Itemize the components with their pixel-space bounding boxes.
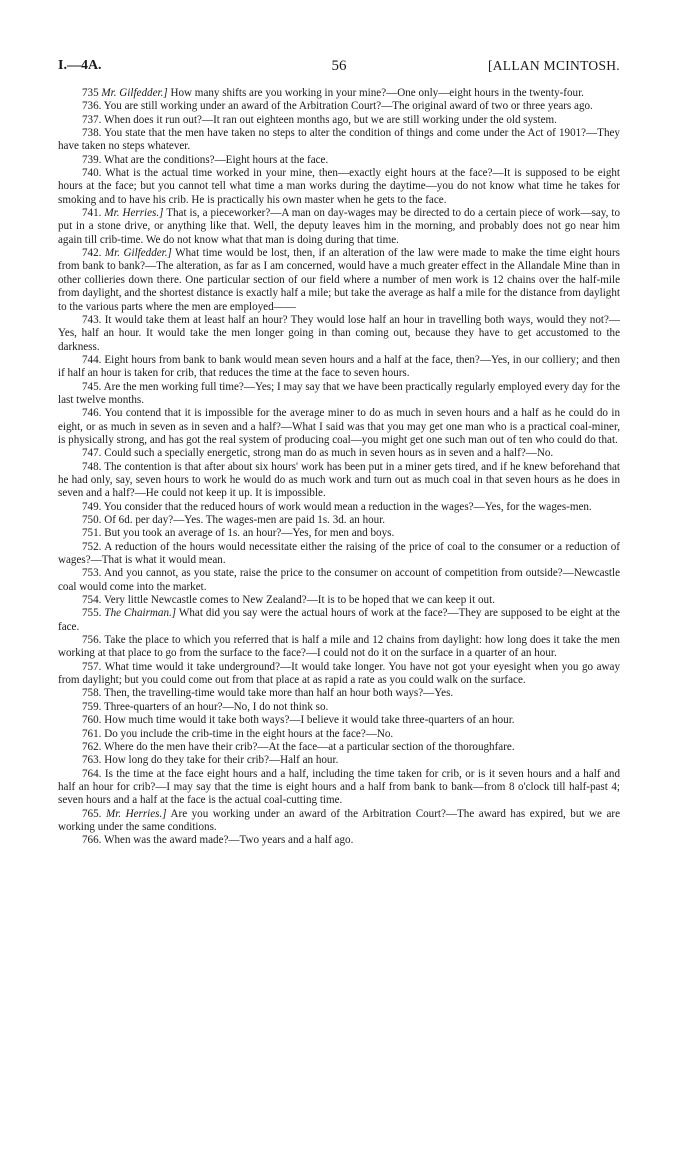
question-text: But you took an average of 1s. an hour?—Yes, for men and boys. bbox=[104, 527, 395, 540]
question-text: What is the actual time worked in your mine, then—exactly eight hours at the face?—It is supposed to be eight hours at the face; but you cannot tell what time a man works during the daytime—you do not know what time he takes for smoking and to have his crib. He is practically his own master when he gets to the face. bbox=[58, 167, 620, 206]
paper-reference: I.—4A. bbox=[58, 58, 102, 73]
question-number: 745. bbox=[82, 380, 102, 393]
question-number: 756. bbox=[82, 634, 102, 647]
question-number: 758. bbox=[82, 687, 102, 700]
speaker-name: Mr. Gilfedder.] bbox=[104, 247, 172, 260]
question-text: You contend that it is impossible for the average miner to do as much in seven hours and a half as he could do in eight, or as much in seven as in seven and a half?—What I said was that you may get one man who is a practical coal-miner, is physically strong, and has got the real system of producing coal—you might get one such man out of ten who could do that. bbox=[58, 407, 620, 446]
question-number: 738. bbox=[82, 127, 102, 140]
question-text: What are the conditions?—Eight hours at the face. bbox=[104, 153, 329, 166]
question-number: 746. bbox=[82, 407, 102, 420]
question-number: 766. bbox=[82, 834, 102, 847]
question-paragraph bbox=[58, 354, 620, 381]
question-paragraph bbox=[58, 541, 620, 568]
question-paragraph bbox=[58, 714, 620, 727]
question-paragraph bbox=[58, 207, 620, 247]
question-number: 736. bbox=[82, 100, 102, 113]
question-paragraph bbox=[58, 447, 620, 460]
question-paragraph bbox=[58, 634, 620, 661]
question-paragraph bbox=[58, 567, 620, 594]
question-number: 741. bbox=[82, 207, 102, 220]
question-text: Very little Newcastle comes to New Zealand?—It is to be hoped that we can keep it out. bbox=[104, 594, 495, 607]
question-text: Do you include the crib-time in the eight hours at the face?—No. bbox=[104, 727, 394, 740]
question-number: 740. bbox=[82, 167, 102, 180]
question-text: You state that the men have taken no steps to alter the condition of things and come under the Act of 1901?—They have taken no steps whatever. bbox=[58, 127, 620, 153]
question-number: 760. bbox=[82, 714, 102, 727]
question-number: 749. bbox=[82, 500, 102, 513]
question-number: 739. bbox=[82, 153, 102, 166]
speaker-name: The Chairman.] bbox=[104, 607, 177, 620]
question-text: A reduction of the hours would necessitate either the raising of the price of coal to the consumer or a reduction of wages?—That is what it would mean. bbox=[58, 540, 620, 567]
question-text: What time would it take underground?—It would take longer. You have not got your eyesight when you go away from daylight; but you could come out from that place at as rapid a rate as you could walk on the surface. bbox=[58, 660, 620, 687]
question-paragraph bbox=[58, 594, 620, 607]
question-paragraph bbox=[58, 607, 620, 634]
question-paragraph bbox=[58, 461, 620, 501]
question-number: 763. bbox=[82, 754, 102, 767]
question-number: 753. bbox=[82, 567, 102, 580]
question-number: 742. bbox=[82, 247, 102, 260]
question-paragraph bbox=[58, 501, 620, 514]
question-text: Are you working under an award of the Arbitration Court?—The award has expired, but we are working under the same conditions. bbox=[58, 807, 620, 833]
question-text: Could such a specially energetic, strong man do as much in seven hours as in seven and a half?—No. bbox=[104, 447, 554, 460]
speaker-name: Mr. Herries.] bbox=[105, 807, 167, 820]
question-paragraph bbox=[58, 834, 620, 847]
question-number: 752. bbox=[82, 540, 102, 553]
question-paragraph bbox=[58, 154, 620, 167]
speaker-name: Mr. Herries.] bbox=[104, 207, 164, 220]
question-text: It would take them at least half an hour? They would lose half an hour in travelling both ways, would they not?—Yes, half an hour. It would take the men longer going in than coming out, because they have to get accustomed to the darkness. bbox=[58, 313, 620, 353]
question-paragraph bbox=[58, 100, 620, 113]
question-number: 737. bbox=[82, 113, 102, 126]
question-paragraph bbox=[58, 687, 620, 700]
question-text: That is, a pieceworker?—A man on day-wages may be directed to do a certain piece of work—say, to put in a stone drive, or anything like that. Well, the deputy leaves him in the morning, and probably does not go near him again till crib-time. We do not know what that man is doing during that time. bbox=[58, 207, 620, 246]
question-number: 762. bbox=[82, 740, 102, 753]
question-number: 764. bbox=[82, 767, 102, 780]
question-number: 761. bbox=[82, 727, 102, 740]
question-number: 735 bbox=[82, 87, 99, 99]
page-number: 56 bbox=[331, 58, 347, 74]
question-text: How much time would it take both ways?—I believe it would take three-quarters of an hour. bbox=[104, 714, 515, 727]
question-text: How long do they take for their crib?—Half an hour. bbox=[104, 754, 339, 767]
question-text: And you cannot, as you state, raise the price to the consumer on account of competition from outside?—Newcastle coal would come into the market. bbox=[58, 567, 620, 593]
question-number: 743. bbox=[82, 313, 102, 326]
question-paragraph bbox=[58, 514, 620, 527]
question-text: Of 6d. per day?—Yes. The wages-men are paid 1s. 3d. an hour. bbox=[104, 514, 386, 526]
question-paragraph bbox=[58, 167, 620, 207]
question-paragraph bbox=[58, 114, 620, 127]
question-text: Are the men working full time?—Yes; I may say that we have been practically regularly employed every day for the last twelve months. bbox=[58, 380, 620, 406]
question-text: When does it run out?—It ran out eighteen months ago, but we are still working under the old system. bbox=[104, 113, 557, 126]
question-paragraph bbox=[58, 381, 620, 408]
question-number: 754. bbox=[82, 594, 102, 607]
question-paragraph bbox=[58, 407, 620, 447]
question-paragraph bbox=[58, 701, 620, 714]
question-number: 759. bbox=[82, 700, 102, 713]
question-paragraph bbox=[58, 754, 620, 767]
question-number: 765. bbox=[82, 807, 102, 820]
question-text: What time would be lost, then, if an alteration of the law were made to make the time eight hours from bank to bank?—The alteration, as far as I am concerned, would have a much greater effect in the Allandale Mine than in other collieries down there. One particular section of our field where a number of men work is 12 chains over the half-mile from daylight, and the shortest distance is exactly half a mile; but take the average as half a mile for the distance from daylight to the various parts where the men are employed—— bbox=[58, 247, 620, 313]
question-number: 748. bbox=[82, 460, 102, 473]
question-number: 750. bbox=[82, 514, 102, 526]
speaker-name: Mr. Gilfedder.] bbox=[101, 87, 168, 99]
question-text: Is the time at the face eight hours and a half, including the time taken for crib, or is it seven hours and a half and half an hour for crib?—I may say that the time is eight hours and a half from bank to bank—from 8 o'clock till half-past 4; seven hours and a half at the face is the actual coal-cutting time. bbox=[58, 767, 620, 807]
question-number: 744. bbox=[82, 353, 102, 366]
question-text: Then, the travelling-time would take more than half an hour both ways?—Yes. bbox=[104, 687, 454, 700]
question-number: 757. bbox=[82, 660, 102, 673]
page-header bbox=[58, 58, 620, 78]
witness-name: [ALLAN MCINTOSH. bbox=[487, 58, 620, 73]
question-paragraph bbox=[58, 741, 620, 754]
question-paragraph bbox=[58, 768, 620, 808]
question-text: The contention is that after about six hours' work has been put in a miner gets tired, and if he knew beforehand that he had only, say, seven hours to work he would do as much work and turn out as much coal in that seven hours as he does in seven and a half?—He could not keep it up. It is impossible. bbox=[58, 460, 620, 500]
question-text: You consider that the reduced hours of work would mean a reduction in the wages?—Yes, for the wages-men. bbox=[103, 500, 592, 513]
evidence-body bbox=[58, 87, 620, 848]
question-paragraph bbox=[58, 87, 620, 100]
question-text: Three-quarters of an hour?—No, I do not think so. bbox=[104, 700, 329, 713]
question-paragraph bbox=[58, 314, 620, 354]
question-text: What did you say were the actual hours of work at the face?—They are supposed to be eight at the face. bbox=[58, 607, 620, 633]
question-paragraph bbox=[58, 728, 620, 741]
question-text: When was the award made?—Two years and a half ago. bbox=[104, 834, 354, 847]
question-text: How many shifts are you working in your mine?—One only—eight hours in the twenty-four. bbox=[170, 87, 584, 99]
question-text: Where do the men have their crib?—At the face—at a particular section of the thoroughfare. bbox=[104, 740, 515, 753]
question-paragraph bbox=[58, 527, 620, 540]
question-text: Eight hours from bank to bank would mean seven hours and a half at the face, then?—Yes, in our colliery; and then if half an hour is taken for crib, that reduces the time at the face to seven hours. bbox=[58, 353, 620, 380]
question-number: 751. bbox=[82, 527, 102, 540]
question-paragraph bbox=[58, 808, 620, 835]
question-text: Take the place to which you referred that is half a mile and 12 chains from daylight: how long does it take the men working at that place to go from the surface to the face?—I could not do it on the surface in a quarter of an hour. bbox=[58, 634, 620, 660]
question-number: 747. bbox=[82, 447, 102, 460]
question-number: 755. bbox=[82, 607, 102, 620]
question-paragraph bbox=[58, 661, 620, 688]
question-text: You are still working under an award of the Arbitration Court?—The original award of two or three years ago. bbox=[103, 100, 593, 113]
question-paragraph bbox=[58, 247, 620, 314]
question-paragraph bbox=[58, 127, 620, 154]
